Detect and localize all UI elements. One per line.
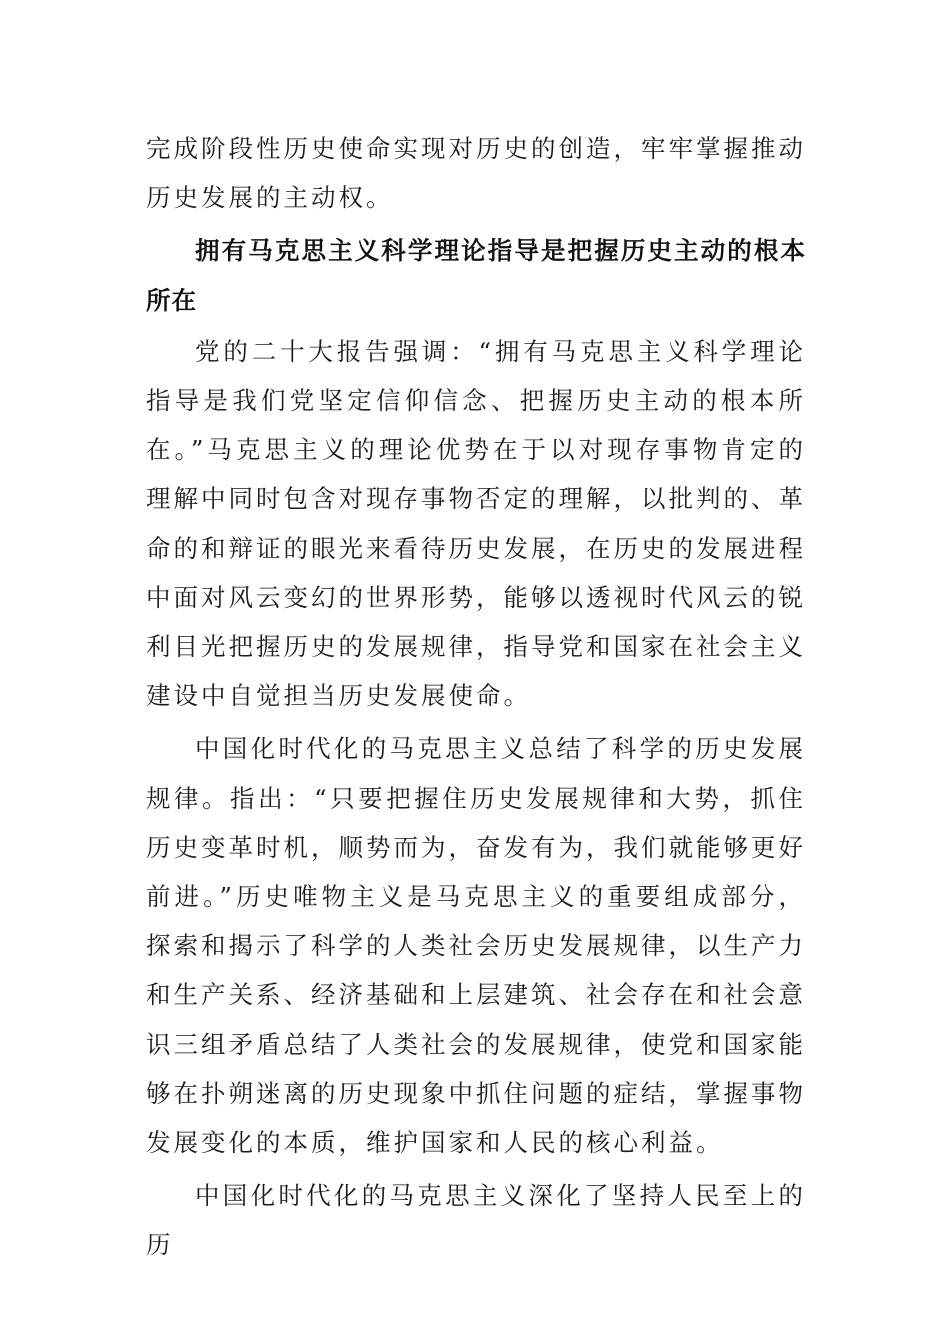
body-paragraph-2: 中国化时代化的马克思主义总结了科学的历史发展规律。指出：“只要把握住历史发展规律和大势，抓住历史变革时机，顺势而为，奋发有为，我们就能够更好前进。”历史唯物主义是马克思主义的重要组成部分，探索和揭示了科学的人类社会历史发展规律，以生产力和生产关系、经济基础和上层建筑、社会存在和社会意识三组矛盾总结了人类社会的发展规律，使党和国家能够在扑朔迷离的历史现象中抓住问题的症结，掌握事物发展变化的本质，维护国家和人民的核心利益。	[146, 734, 806, 1158]
section-heading: 拥有马克思主义科学理论指导是把握历史主动的根本所在	[146, 236, 806, 315]
document-body	[146, 124, 806, 1270]
body-paragraph-3: 中国化时代化的马克思主义深化了坚持人民至上的历	[146, 1181, 806, 1260]
continuation-paragraph: 完成阶段性历史使命实现对历史的创造，牢牢掌握推动历史发展的主动权。	[146, 134, 806, 213]
body-paragraph-1: 党的二十大报告强调：“拥有马克思主义科学理论指导是我们党坚定信仰信念、把握历史主动的根本所在。”马克思主义的理论优势在于以对现存事物肯定的理解中同时包含对现存事物否定的理解，以批判的、革命的和辩证的眼光来看待历史发展，在历史的发展进程中面对风云变幻的世界形势，能够以透视时代风云的锐利目光把握历史的发展规律，指导党和国家在社会主义建设中自觉担当历史发展使命。	[146, 336, 806, 711]
